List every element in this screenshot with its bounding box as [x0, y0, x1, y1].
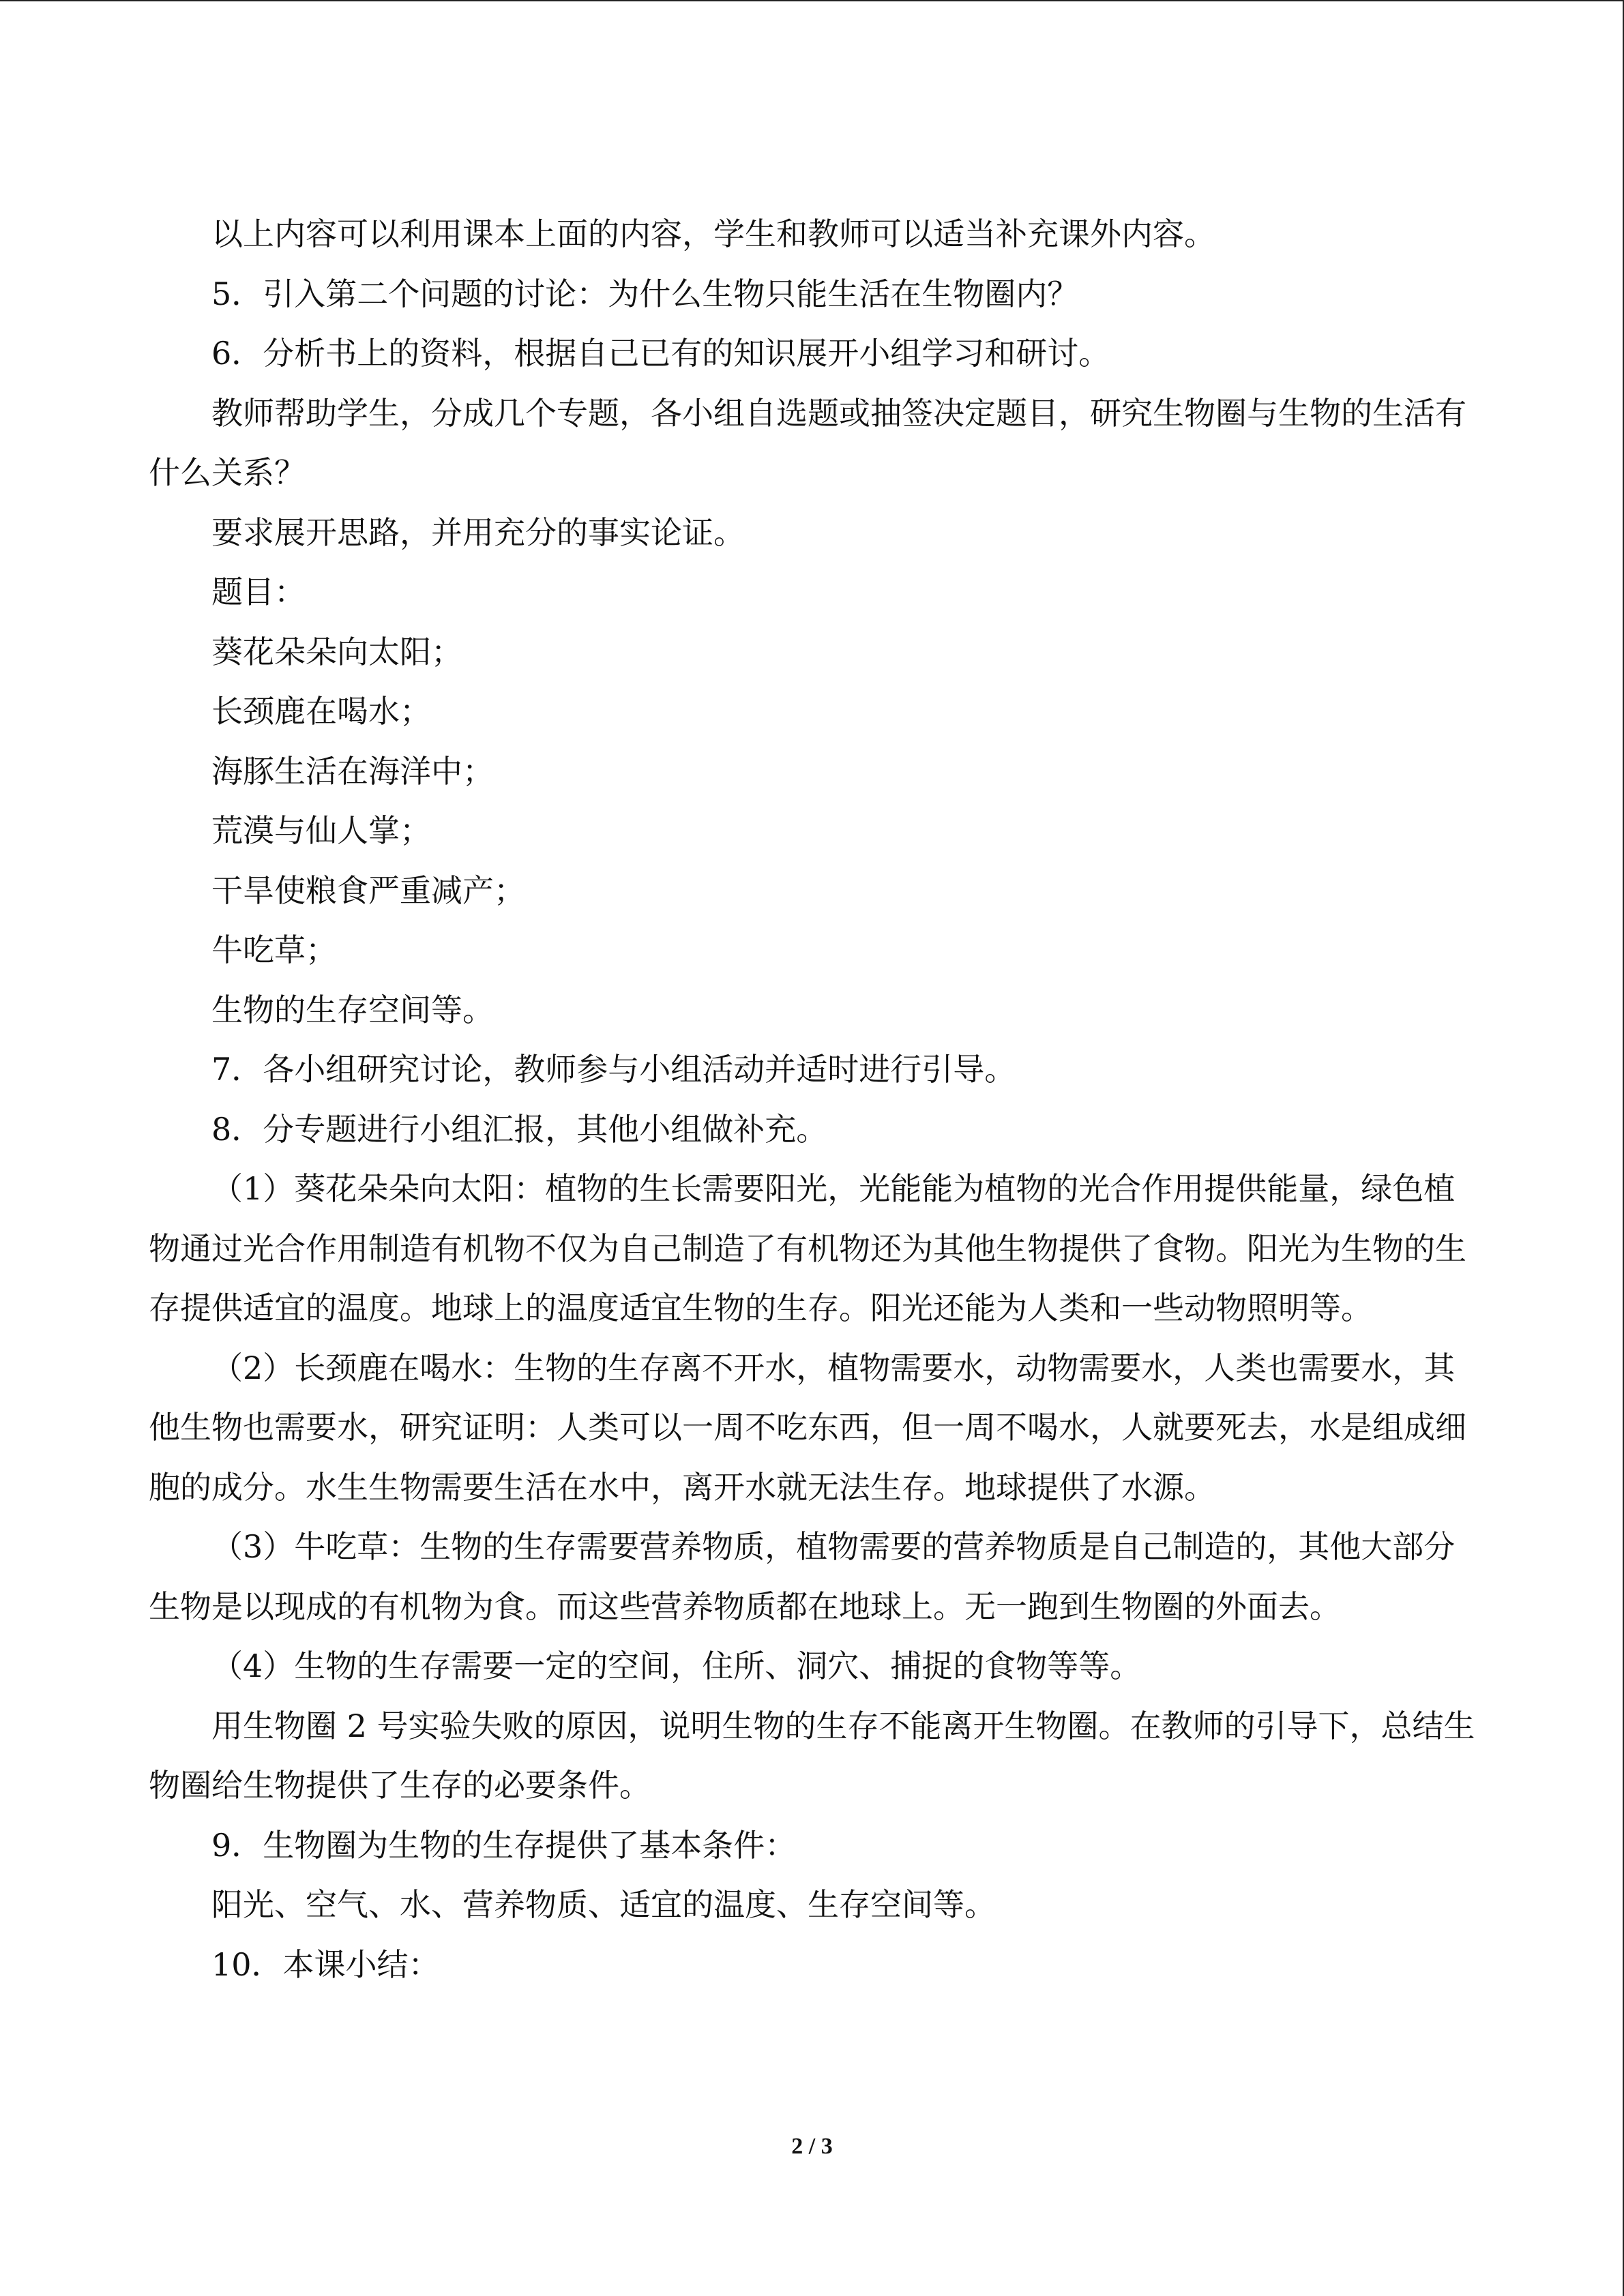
- topic-item: 长颈鹿在喝水；: [211, 693, 431, 730]
- step-10-summary: 10．本课小结：: [211, 1945, 440, 1983]
- page-number: 2 / 3: [791, 2134, 833, 2159]
- step-7: 7．各小组研究讨论，教师参与小组活动并适时进行引导。: [211, 1051, 1016, 1088]
- paragraph-teacher-help: 教师帮助学生，分成几个专题，各小组自选题或抽签决定题目，研究生物圈与生物的生活有什么关系？: [149, 394, 1466, 491]
- report-1-sunflower: （1）葵花朵朵向太阳：植物的生长需要阳光，光能能为植物的光合作用提供能量，绿色植物通过光合作用制造有机物不仅为自己制造了有机物还为其他生物提供了食物。阳光为生物的生存提供适宜的温度。地球上的温度适宜生物的生存。阳光还能为人类和一些动物照明等。: [149, 1170, 1466, 1326]
- step-5: 5．引入第二个问题的讨论：为什么生物只能生活在生物圈内？: [211, 275, 1079, 312]
- paragraph-requirement: 要求展开思路，并用充分的事实论证。: [211, 513, 745, 551]
- step-6: 6．分析书上的资料，根据自己已有的知识展开小组学习和研讨。: [211, 335, 1110, 372]
- report-2-giraffe: （2）长颈鹿在喝水：生物的生存离不开水，植物需要水，动物需要水，人类也需要水，其他生物也需要水，研究证明：人类可以一周不吃东西，但一周不喝水，人就要死去，水是组成细胞的成分。水生生物需要生活在水中，离开水就无法生存。地球提供了水源。: [149, 1349, 1466, 1506]
- topic-item: 干旱使粮食严重减产；: [211, 871, 525, 909]
- conditions-list: 阳光、空气、水、营养物质、适宜的温度、生存空间等。: [211, 1886, 996, 1923]
- step-9: 9．生物圈为生物的生存提供了基本条件：: [211, 1826, 797, 1864]
- topic-item: 荒漠与仙人掌；: [211, 812, 431, 849]
- report-3-cow: （3）牛吃草：生物的生存需要营养物质，植物需要的营养物质是自己制造的，其他大部分生物是以现成的有机物为食。而这些营养物质都在地球上。无一跑到生物圈的外面去。: [149, 1528, 1456, 1625]
- step-8: 8．分专题进行小组汇报，其他小组做补充。: [211, 1110, 828, 1148]
- topic-item: 牛吃草；: [211, 931, 337, 968]
- topic-item: 葵花朵朵向太阳；: [211, 633, 462, 670]
- paragraph-biosphere-2: 用生物圈 2 号实验失败的原因，说明生物的生存不能离开生物圈。在教师的引导下，总结生物圈给生物提供了生存的必要条件。: [149, 1707, 1475, 1804]
- paragraph-intro: 以上内容可以利用课本上面的内容，学生和教师可以适当补充课外内容。: [211, 215, 1215, 252]
- topic-item: 海豚生活在海洋中；: [211, 752, 494, 790]
- topics-heading: 题目：: [211, 573, 306, 610]
- document-body: [149, 205, 1475, 1995]
- topic-item: 生物的生存空间等。: [211, 991, 494, 1028]
- report-4-space: （4）生物的生存需要一定的空间，住所、洞穴、捕捉的食物等等。: [211, 1648, 1142, 1684]
